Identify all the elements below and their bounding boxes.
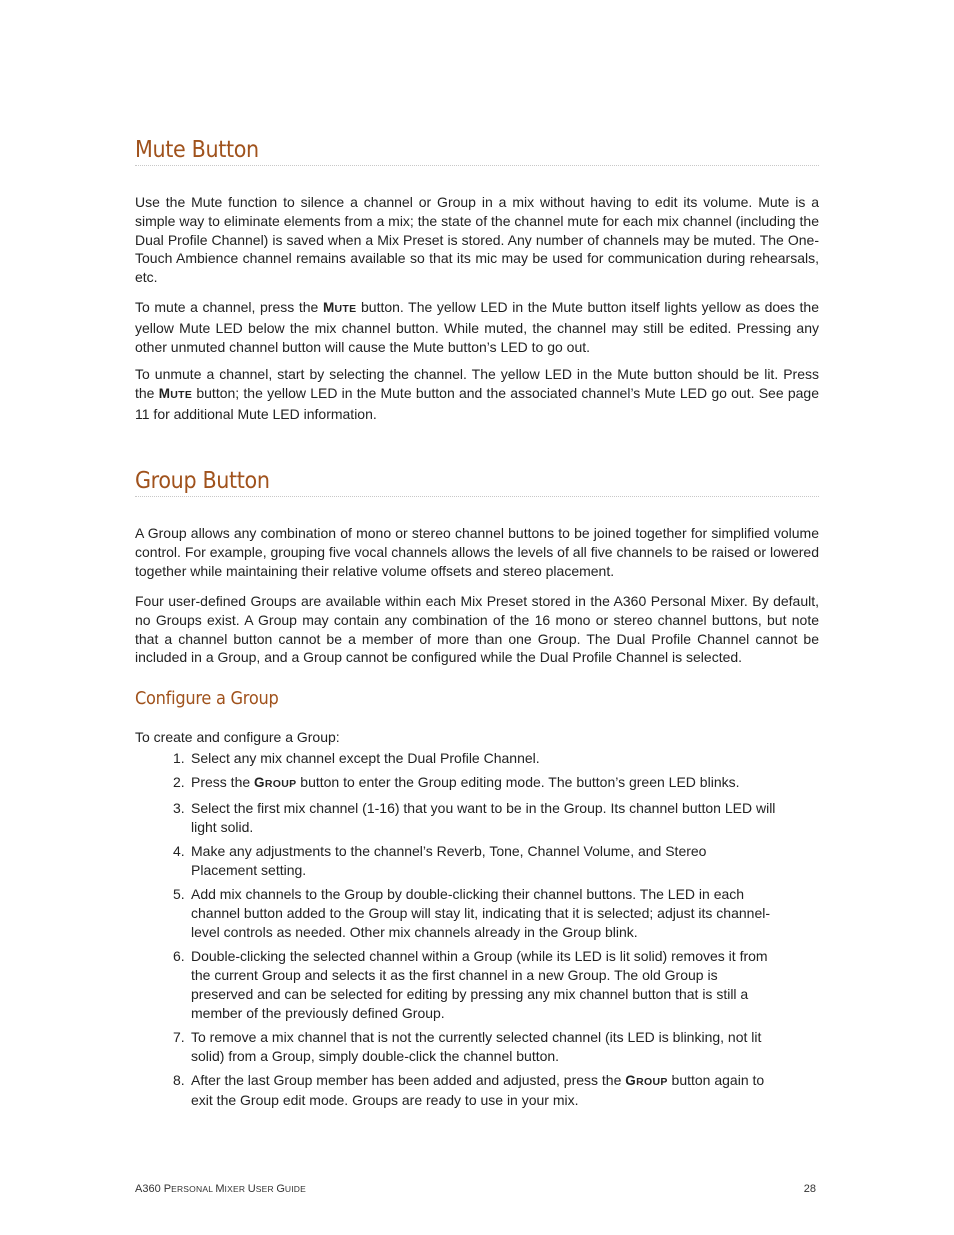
smallcap-initial: M: [158, 385, 171, 401]
configure-steps-list: [173, 749, 776, 1116]
step-text: To remove a mix channel that is not the currently selected channel (its LED is blinking, not lit solid) from a Group, simply double-click the channel button.: [191, 1028, 762, 1064]
text-run: button; the yellow LED in the Mute button and the associated channel’s Mute LED go out. See page 11 for additional Mute LED information.: [135, 384, 819, 422]
step-text: Select the first mix channel (1-16) that you want to be in the Group. Its channel button LED will light solid.: [191, 800, 776, 836]
list-item: [173, 947, 776, 1022]
step-text: Add mix channels to the Group by double-clicking their channel buttons. The LED in each channel button added to the Group will stay lit, indicating that it is selected; adjust its channel-level controls as needed. Other mix channels already in the Group blink.: [191, 886, 771, 940]
group-paragraph-2: Four user-defined Groups are available within each Mix Preset stored in the A360 Personal Mixer. By default, no Groups exist. A Group may contain any combination of the 16 mono or stereo channel buttons, but note that a channel button cannot be a member of more than one Group. The Dual Profile Channel cannot be included in a Group, and a Group cannot be configured while the Dual Profile Channel is selected.: [135, 593, 819, 666]
step-text: Make any adjustments to the channel’s Reverb, Tone, Channel Volume, and Stereo Placement setting.: [191, 843, 707, 879]
heading-rule: [135, 165, 819, 166]
mute-key-label: [322, 300, 357, 315]
list-item: [173, 842, 776, 880]
mute-paragraph-2: [135, 298, 819, 356]
smallcap-rest: UIDE: [284, 1184, 307, 1194]
smallcap-rest: ROUP: [264, 778, 297, 791]
heading-rule: [135, 496, 819, 497]
step-number: 8.: [173, 1071, 185, 1088]
step-text: After the last Group member has been added and adjusted, press the: [191, 1071, 626, 1088]
heading-configure-a-group: Configure a Group: [135, 688, 279, 709]
list-item: [173, 885, 776, 941]
step-text: Select any mix channel except the Dual Profile Channel.: [191, 750, 540, 766]
step-text: button to enter the Group editing mode. The button’s green LED blinks.: [296, 774, 740, 791]
configure-intro: To create and configure a Group:: [135, 729, 340, 745]
step-text: Double-clicking the selected channel within a Group (while its LED is lit solid) removes it from the current Group and selects it as the first channel in a new Group. The old Group is preserved and can be selected for editing by pressing any mix channel button that is still a member of the previously defined Group.: [191, 948, 768, 1021]
smallcap-rest: SER: [255, 1184, 277, 1194]
smallcap-initial: G: [254, 775, 265, 791]
list-item: [173, 1028, 776, 1066]
footer-guide-title: [135, 1182, 306, 1196]
list-item: [173, 1071, 776, 1111]
smallcap-initial: P: [163, 1183, 172, 1195]
step-number: 4.: [173, 843, 185, 860]
step-number: 2.: [173, 774, 185, 791]
heading-group-button: Group Button: [135, 468, 270, 494]
step-number: 3.: [173, 800, 185, 817]
list-item: [173, 799, 776, 837]
smallcap-initial: G: [625, 1072, 637, 1088]
smallcap-rest: UTE: [334, 303, 357, 315]
mute-key-label: [158, 385, 193, 401]
smallcap-initial: G: [276, 1183, 285, 1195]
step-text: Press the: [191, 774, 255, 791]
footer-model: A360: [135, 1183, 164, 1195]
step-number: 7.: [173, 1028, 185, 1045]
heading-mute-button: Mute Button: [135, 137, 259, 163]
mute-paragraph-3: [135, 365, 819, 423]
text-run: To unmute a channel, start by selecting the channel. The yellow LED in the Mute button should be lit. Press the: [135, 366, 819, 401]
step-number: 5.: [173, 886, 185, 903]
step-number: 1.: [173, 750, 185, 766]
step-number: 6.: [173, 948, 185, 965]
group-key-label: [625, 1072, 668, 1088]
text-run: To mute a channel, press the: [135, 299, 323, 315]
step-text: button again to exit the Group edit mode. Groups are ready to use in your mix.: [191, 1071, 765, 1109]
smallcap-rest: UTE: [170, 388, 193, 401]
mute-paragraph-1: Use the Mute function to silence a channel or Group in a mix without having to edit its volume. Mute is a simple way to eliminate elements from a mix; the state of the channel mute for each mix channel (including the Dual Profile Channel) is saved when a Mix Preset is stored. Any number of channels may be muted. The One-Touch Ambience channel remains available so that its mic may be used for communication during rehearsals, etc.: [135, 194, 819, 286]
smallcap-rest: ROUP: [636, 1075, 668, 1088]
page-number: 28: [803, 1183, 816, 1195]
smallcap-initial: U: [247, 1183, 256, 1195]
smallcap-initial: M: [322, 300, 335, 315]
smallcap-rest: IXER: [224, 1184, 248, 1194]
smallcap-initial: M: [215, 1183, 225, 1195]
list-item: [173, 773, 776, 794]
group-paragraph-1: A Group allows any combination of mono or stereo channel buttons to be joined together for simplified volume control. For example, grouping five vocal channels allows the levels of all five channels to be raised or lowered together while maintaining their relative volume offsets and stereo placement.: [135, 525, 819, 579]
group-key-label: [254, 775, 297, 791]
smallcap-rest: ERSONAL: [171, 1184, 216, 1194]
list-item: [173, 749, 776, 768]
text-run: button. The yellow LED in the Mute button itself lights yellow as does the yellow Mute LED below the mix channel button. While muted, the channel may still be edited. Pressing any other unmuted channel button will cause the Mute button’s LED to go out.: [135, 299, 819, 355]
